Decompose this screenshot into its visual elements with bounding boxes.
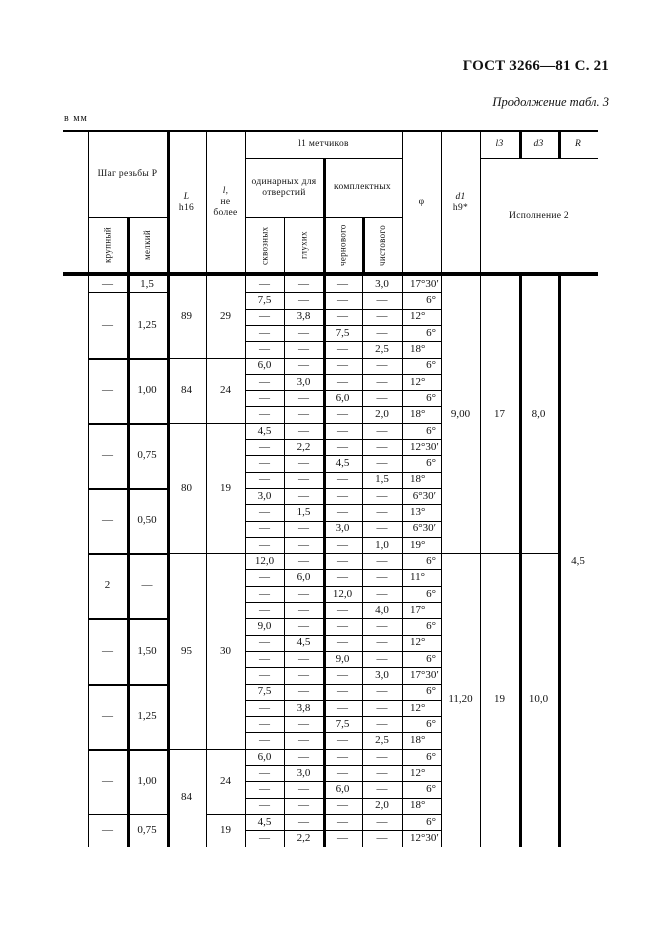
cell-finish: — <box>376 652 388 665</box>
cell-phi: 18° <box>410 408 426 421</box>
cell-through: — <box>259 832 270 845</box>
cell-phi: 6° <box>426 326 436 339</box>
cell-through: — <box>259 717 270 730</box>
cell-blind: — <box>298 408 309 421</box>
cell-pitch-fine: 0,75 <box>137 448 157 461</box>
cell-rough: 4,5 <box>335 457 350 470</box>
cell-blind: 6,0 <box>296 571 311 584</box>
cell-finish: 3,0 <box>375 669 389 682</box>
header-phi: φ <box>418 197 425 208</box>
cell-blind: — <box>298 391 309 404</box>
cell-through: — <box>259 408 270 421</box>
cell-finish: — <box>376 522 388 535</box>
header-d1-symbol: d1 <box>455 191 466 202</box>
header-fine: мелкий <box>141 230 152 261</box>
grid-line <box>558 131 561 158</box>
cell-blind: — <box>298 603 309 616</box>
header-R-symbol: R <box>574 139 582 150</box>
cell-through: 6,0 <box>257 359 272 372</box>
cell-blind: — <box>298 294 309 307</box>
cell-rough: — <box>337 750 348 763</box>
cell-blind: — <box>298 685 309 698</box>
cell-phi: 6° <box>426 685 436 698</box>
cell-finish: — <box>376 359 388 372</box>
cell-through: — <box>259 587 270 600</box>
cell-finish: — <box>376 391 388 404</box>
cell-d1: 9,00 <box>450 408 471 421</box>
cell-L: 84 <box>181 383 192 396</box>
cell-blind: 3,8 <box>296 701 311 714</box>
cell-L: 89 <box>181 310 192 323</box>
cell-phi: 6° <box>426 620 436 633</box>
cell-blind: — <box>298 326 309 339</box>
cell-phi: 6° <box>426 294 436 307</box>
cell-finish: 2,0 <box>375 408 389 421</box>
cell-through: 6,0 <box>257 750 272 763</box>
cell-rough: 7,5 <box>335 326 350 339</box>
cell-finish: 1,0 <box>375 538 389 551</box>
cell-blind: 3,0 <box>296 766 311 779</box>
cell-through: 3,0 <box>257 489 272 502</box>
cell-rough: 7,5 <box>335 717 350 730</box>
cell-phi: 12°30′ <box>410 832 439 845</box>
grid-line <box>127 217 130 274</box>
cell-phi: 18° <box>410 473 426 486</box>
header-l <box>206 131 245 274</box>
cell-finish: — <box>376 440 388 453</box>
grid-line <box>402 131 403 274</box>
cell-l: 19 <box>220 481 231 494</box>
cell-pitch-coarse: — <box>102 709 113 722</box>
cell-d3: 10,0 <box>528 693 549 706</box>
cell-pitch-coarse: — <box>102 448 113 461</box>
cell-pitch-coarse: — <box>102 318 113 331</box>
cell-R: 4,5 <box>571 554 585 567</box>
header-thread-pitch <box>88 131 167 217</box>
header-l3 <box>480 131 519 158</box>
cell-pitch-fine: 1,25 <box>137 318 157 331</box>
header-l1-group-label: l1 метчиков <box>298 139 349 150</box>
units-label: в мм <box>64 113 88 124</box>
cell-rough: — <box>337 669 348 682</box>
cell-through: — <box>259 571 270 584</box>
cell-finish: — <box>376 310 388 323</box>
header-blind: глухих <box>298 231 309 260</box>
document-header: ГОСТ 3266—81 С. 21 <box>462 58 609 74</box>
cell-through: 4,5 <box>257 815 272 828</box>
header-l-note: не более <box>213 197 238 218</box>
cell-blind: — <box>298 489 309 502</box>
header-through: сквозных <box>259 226 270 265</box>
cell-finish: — <box>376 750 388 763</box>
cell-d3: 8,0 <box>531 408 546 421</box>
cell-phi: 17°30′ <box>410 277 439 290</box>
header-d1 <box>441 131 480 274</box>
cell-pitch-fine: 1,00 <box>137 774 157 787</box>
cell-phi: 12° <box>410 310 426 323</box>
header-single: одинарных для отверстий <box>251 176 317 198</box>
cell-rough: — <box>337 636 348 649</box>
cell-pitch-coarse: — <box>102 383 113 396</box>
grid-line <box>167 131 170 274</box>
cell-blind: — <box>298 783 309 796</box>
cell-blind: — <box>298 457 309 470</box>
cell-l: 24 <box>220 774 231 787</box>
cell-phi: 6° <box>426 424 436 437</box>
cell-through: — <box>259 473 270 486</box>
cell-rough: — <box>337 489 348 502</box>
header-R <box>558 131 598 158</box>
cell-through: — <box>259 783 270 796</box>
cell-finish: — <box>376 766 388 779</box>
cell-rough: 3,0 <box>335 522 350 535</box>
cell-finish: 4,0 <box>375 603 389 616</box>
cell-rough: — <box>337 734 348 747</box>
cell-finish: — <box>376 783 388 796</box>
cell-phi: 12° <box>410 636 426 649</box>
cell-blind: — <box>298 652 309 665</box>
cell-rough: — <box>337 294 348 307</box>
cell-pitch-fine: — <box>141 579 153 592</box>
cell-blind: 1,5 <box>296 506 311 519</box>
cell-pitch-fine: 1,50 <box>137 644 157 657</box>
cell-rough: — <box>337 440 348 453</box>
cell-through: — <box>259 326 270 339</box>
cell-L: 95 <box>181 644 192 657</box>
cell-blind: — <box>298 734 309 747</box>
cell-rough: — <box>337 473 348 486</box>
cell-finish: — <box>376 685 388 698</box>
cell-through: — <box>259 440 270 453</box>
cell-rough: — <box>337 685 348 698</box>
cell-blind: — <box>298 620 309 633</box>
header-coarse: крупный <box>102 227 113 264</box>
cell-finish: — <box>376 326 388 339</box>
cell-l3: 17 <box>494 408 505 421</box>
cell-through: — <box>259 522 270 535</box>
cell-rough: — <box>337 571 348 584</box>
cell-through: — <box>259 799 270 812</box>
header-bottom-border <box>63 272 598 276</box>
cell-blind: — <box>298 343 309 356</box>
cell-phi: 6° <box>426 391 436 404</box>
cell-rough: — <box>337 506 348 519</box>
cell-blind: — <box>298 277 309 290</box>
cell-finish: — <box>376 701 388 714</box>
cell-blind: — <box>298 538 309 551</box>
cell-blind: — <box>298 554 309 567</box>
cell-blind: — <box>298 815 309 828</box>
cell-through: 7,5 <box>257 685 272 698</box>
cell-finish: 2,5 <box>375 734 389 747</box>
cell-pitch-coarse: — <box>102 277 113 290</box>
cell-blind: — <box>298 522 309 535</box>
cell-finish: — <box>376 294 388 307</box>
cell-finish: 1,5 <box>375 473 389 486</box>
grid-line <box>245 131 246 274</box>
cell-phi: 6° <box>426 359 436 372</box>
cell-blind: — <box>298 750 309 763</box>
cell-phi: 6° <box>426 587 436 600</box>
cell-phi: 18° <box>410 343 426 356</box>
cell-phi: 12° <box>410 375 426 388</box>
cell-phi: 17° <box>410 603 426 616</box>
cell-rough: 12,0 <box>332 587 353 600</box>
cell-pitch-coarse: 2 <box>104 579 111 592</box>
cell-finish: — <box>376 375 388 388</box>
cell-phi: 6° <box>426 783 436 796</box>
cell-phi: 6° <box>426 717 436 730</box>
cell-through: — <box>259 391 270 404</box>
cell-l: 24 <box>220 383 231 396</box>
cell-phi: 6° <box>426 815 436 828</box>
table-continuation-caption: Продолжение табл. 3 <box>492 95 609 109</box>
cell-rough: — <box>337 343 348 356</box>
cell-pitch-fine: 0,75 <box>137 823 157 836</box>
cell-phi: 11° <box>410 571 425 584</box>
cell-pitch-fine: 1,5 <box>140 277 154 290</box>
cell-finish: — <box>376 554 388 567</box>
cell-through: — <box>259 310 270 323</box>
cell-phi: 17°30′ <box>410 669 439 682</box>
header-L-tolerance: h16 <box>178 202 195 213</box>
cell-blind: 4,5 <box>296 636 311 649</box>
cell-phi: 18° <box>410 734 426 747</box>
cell-through: — <box>259 701 270 714</box>
cell-blind: — <box>298 359 309 372</box>
cell-blind: — <box>298 587 309 600</box>
header-d3 <box>519 131 558 158</box>
cell-rough: — <box>337 603 348 616</box>
cell-blind: — <box>298 473 309 486</box>
cell-pitch-coarse: — <box>102 774 113 787</box>
header-line <box>480 158 598 159</box>
cell-l: 19 <box>220 823 231 836</box>
cell-pitch-coarse: — <box>102 644 113 657</box>
cell-pitch-fine: 1,00 <box>137 383 157 396</box>
cell-through: — <box>259 457 270 470</box>
cell-phi: 19° <box>410 538 426 551</box>
grid-line <box>480 131 481 274</box>
header-l3-symbol: l3 <box>495 139 504 150</box>
cell-finish: — <box>376 587 388 600</box>
header-top-border <box>63 130 598 132</box>
cell-through: — <box>259 734 270 747</box>
cell-rough: — <box>337 799 348 812</box>
cell-pitch-fine: 0,50 <box>137 514 157 527</box>
cell-through: 7,5 <box>257 294 272 307</box>
cell-finish: — <box>376 620 388 633</box>
cell-finish: — <box>376 506 388 519</box>
cell-rough: 9,0 <box>335 652 350 665</box>
cell-rough: 6,0 <box>335 391 350 404</box>
cell-blind: 3,0 <box>296 375 311 388</box>
cell-through: 12,0 <box>254 554 275 567</box>
cell-phi: 12°30′ <box>410 440 439 453</box>
cell-rough: — <box>337 766 348 779</box>
cell-rough: — <box>337 554 348 567</box>
cell-phi: 12° <box>410 701 426 714</box>
cell-phi: 6° <box>426 652 436 665</box>
header-finish: чистового <box>376 225 387 267</box>
cell-d1: 11,20 <box>448 693 473 706</box>
cell-pitch-fine: 1,25 <box>137 709 157 722</box>
cell-through: — <box>259 603 270 616</box>
cell-phi: 18° <box>410 799 426 812</box>
cell-rough: — <box>337 832 348 845</box>
cell-finish: — <box>376 489 388 502</box>
header-d3-symbol: d3 <box>533 139 544 150</box>
cell-finish: — <box>376 424 388 437</box>
cell-rough: 6,0 <box>335 783 350 796</box>
cell-rough: — <box>337 359 348 372</box>
cell-phi: 6°30′ <box>412 489 436 502</box>
cell-finish: — <box>376 457 388 470</box>
grid-line <box>362 217 365 274</box>
cell-through: — <box>259 375 270 388</box>
cell-through: 4,5 <box>257 424 272 437</box>
header-d1-tolerance: h9* <box>452 202 469 213</box>
cell-blind: 2,2 <box>296 440 311 453</box>
header-L-symbol: L <box>183 191 190 202</box>
cell-blind: — <box>298 799 309 812</box>
grid-line <box>519 131 522 158</box>
cell-blind: — <box>298 424 309 437</box>
cell-finish: 2,5 <box>375 343 389 356</box>
cell-rough: — <box>337 424 348 437</box>
grid-line <box>284 217 285 274</box>
cell-finish: — <box>376 832 388 845</box>
cell-blind: 3,8 <box>296 310 311 323</box>
header-thread-pitch-label: Шаг резьбы P <box>97 168 158 179</box>
cell-finish: — <box>376 815 388 828</box>
cell-rough: — <box>337 538 348 551</box>
cell-l: 30 <box>220 644 231 657</box>
header-l-symbol: l, <box>222 186 229 197</box>
cell-l: 29 <box>220 310 231 323</box>
cell-blind: — <box>298 717 309 730</box>
cell-l3: 19 <box>494 693 505 706</box>
cell-finish: 2,0 <box>375 799 389 812</box>
grid-line <box>441 131 442 274</box>
cell-phi: 6° <box>426 554 436 567</box>
cell-phi: 6° <box>426 750 436 763</box>
cell-through: — <box>259 636 270 649</box>
cell-through: — <box>259 506 270 519</box>
cell-through: — <box>259 669 270 682</box>
cell-rough: — <box>337 375 348 388</box>
cell-through: — <box>259 652 270 665</box>
cell-rough: — <box>337 408 348 421</box>
cell-L: 84 <box>181 791 192 804</box>
cell-through: — <box>259 538 270 551</box>
cell-finish: — <box>376 571 388 584</box>
grid-line <box>323 158 326 274</box>
cell-rough: — <box>337 701 348 714</box>
cell-phi: 13° <box>410 506 426 519</box>
header-rough: чернового <box>337 224 348 267</box>
cell-blind: — <box>298 669 309 682</box>
cell-finish: — <box>376 717 388 730</box>
cell-finish: — <box>376 636 388 649</box>
cell-rough: — <box>337 620 348 633</box>
cell-phi: 6°30′ <box>412 522 436 535</box>
cell-finish: 3,0 <box>375 277 389 290</box>
cell-through: — <box>259 277 270 290</box>
header-l1-group <box>245 131 402 158</box>
grid-line <box>206 131 207 274</box>
header-execution: Исполнение 2 <box>509 210 569 221</box>
cell-blind: 2,2 <box>296 832 311 845</box>
cell-rough: — <box>337 277 348 290</box>
cell-through: — <box>259 343 270 356</box>
header-set: комплектных <box>334 182 391 193</box>
cell-pitch-coarse: — <box>102 514 113 527</box>
cell-phi: 12° <box>410 766 426 779</box>
cell-pitch-coarse: — <box>102 823 113 836</box>
cell-phi: 6° <box>426 457 436 470</box>
cell-through: 9,0 <box>257 620 272 633</box>
cell-rough: — <box>337 815 348 828</box>
cell-rough: — <box>337 310 348 323</box>
grid-line <box>88 131 89 274</box>
header-L <box>167 131 206 274</box>
cell-through: — <box>259 766 270 779</box>
cell-L: 80 <box>181 481 192 494</box>
